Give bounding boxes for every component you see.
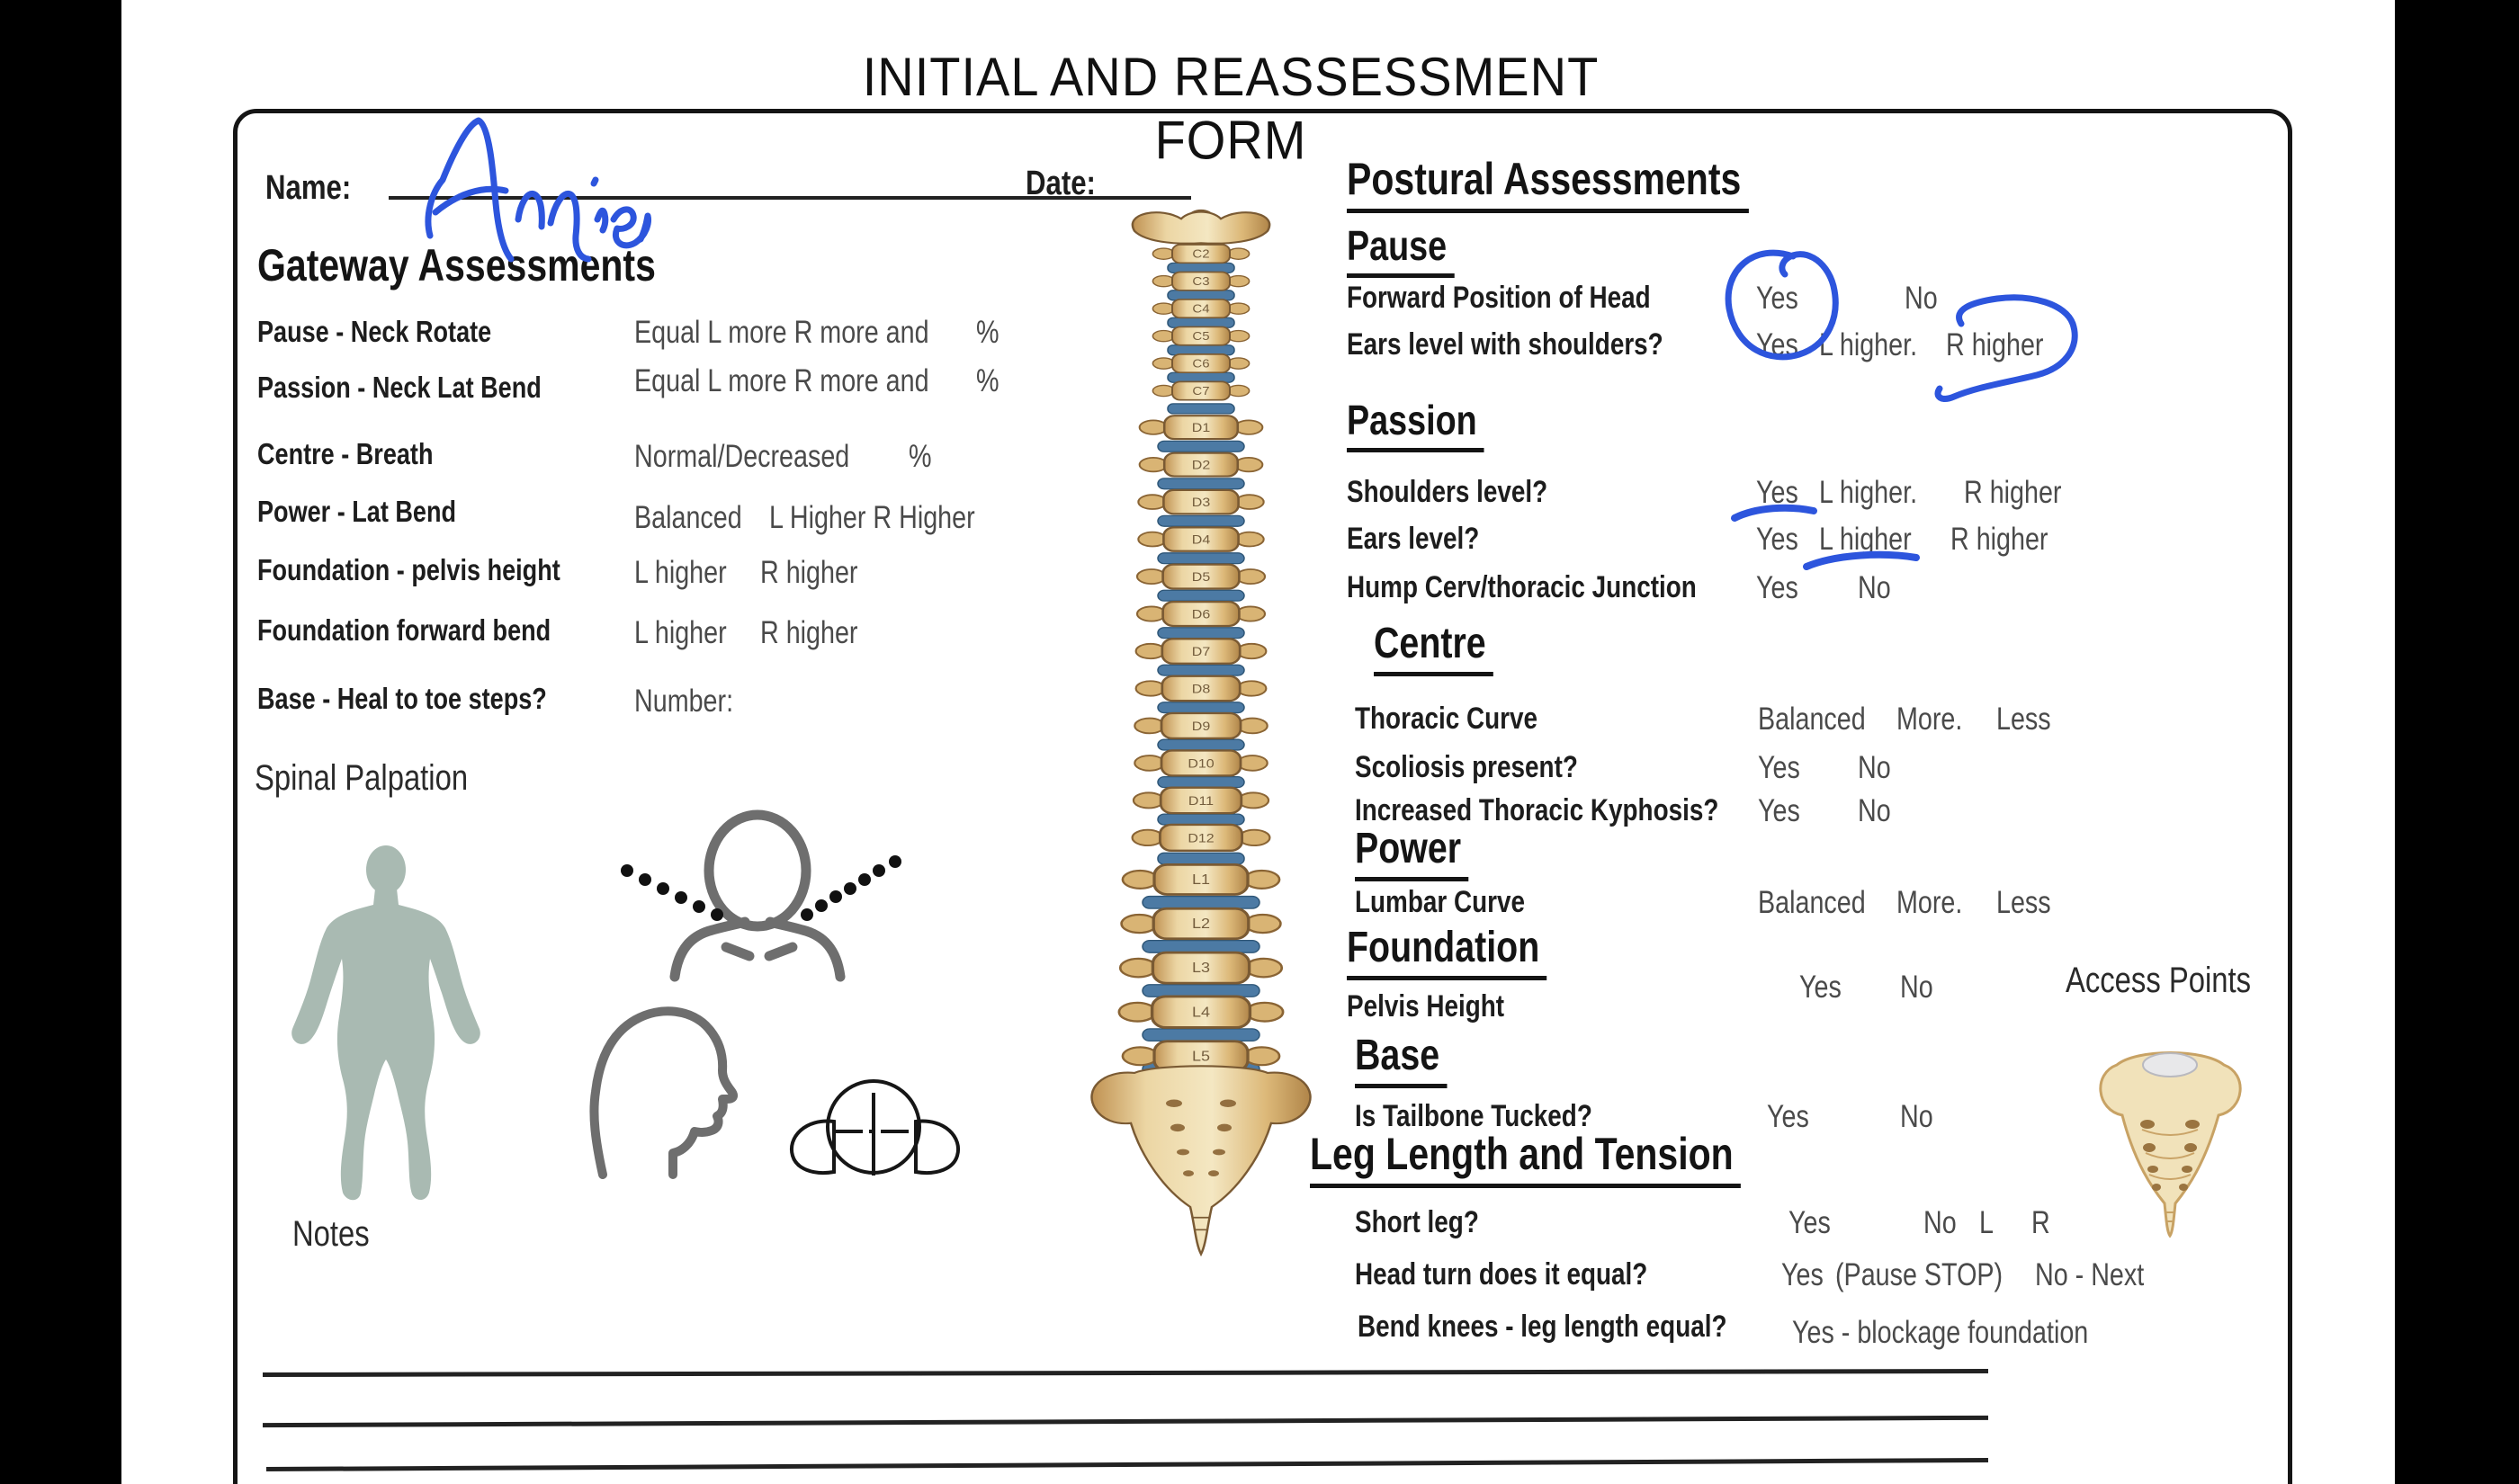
- svg-text:L4: L4: [1191, 1004, 1211, 1020]
- svg-text:D8: D8: [1191, 683, 1211, 697]
- gateway-row-label: Base - Heal to toe steps?: [257, 682, 547, 715]
- option-yes[interactable]: Yes: [1758, 793, 1800, 828]
- section-heading-base: Base: [1355, 1031, 1447, 1088]
- handwriting-annie: [594, 180, 596, 183]
- gateway-heading: Gateway Assessments: [257, 240, 656, 291]
- option-yes[interactable]: Yes: [1781, 1257, 1824, 1292]
- gateway-option[interactable]: L higher: [634, 555, 727, 590]
- row-label: Ears level?: [1347, 522, 1480, 556]
- option-more[interactable]: More.: [1896, 702, 1963, 737]
- svg-text:D5: D5: [1191, 571, 1211, 585]
- svg-text:C2: C2: [1192, 246, 1210, 261]
- access-points-label: Access Points: [2066, 961, 2251, 1000]
- option-more[interactable]: More.: [1896, 885, 1963, 920]
- pen-underline-yes: [1735, 508, 1814, 518]
- option-yes[interactable]: Yes: [1767, 1099, 1809, 1134]
- row-label: Short leg?: [1355, 1205, 1479, 1239]
- gateway-option[interactable]: %: [909, 439, 932, 474]
- option-balanced[interactable]: Balanced: [1758, 702, 1866, 737]
- option-r[interactable]: R: [2031, 1205, 2050, 1240]
- gateway-option[interactable]: %: [976, 315, 1000, 350]
- option-no[interactable]: No: [1858, 570, 1891, 605]
- option-yes[interactable]: Yes: [1756, 281, 1798, 316]
- option-yes[interactable]: Yes: [1756, 327, 1798, 362]
- gateway-option[interactable]: Balanced: [634, 500, 742, 535]
- leg-length-heading: Leg Length and Tension: [1310, 1128, 1741, 1188]
- svg-text:D4: D4: [1191, 533, 1211, 548]
- row-label: Forward Position of Head: [1347, 281, 1651, 315]
- option-no[interactable]: No: [1923, 1205, 1957, 1240]
- svg-text:D10: D10: [1188, 757, 1215, 772]
- option-r-higher[interactable]: R higher: [1946, 327, 2044, 362]
- svg-text:D1: D1: [1191, 422, 1211, 435]
- option-l-higher[interactable]: L higher.: [1819, 327, 1918, 362]
- option-yes[interactable]: Yes: [1756, 522, 1798, 557]
- option-yes[interactable]: Yes: [1756, 570, 1798, 605]
- svg-text:C7: C7: [1192, 383, 1210, 398]
- gateway-option[interactable]: Number:: [634, 684, 734, 719]
- option-yes[interactable]: Yes: [1758, 750, 1800, 785]
- gateway-option[interactable]: L Higher R Higher: [769, 500, 975, 535]
- name-label: Name:: [265, 169, 352, 207]
- svg-text:D3: D3: [1191, 496, 1211, 510]
- svg-text:L1: L1: [1191, 872, 1211, 888]
- handwriting-annie: [551, 193, 588, 259]
- row-label: Is Tailbone Tucked?: [1355, 1099, 1592, 1133]
- svg-text:D11: D11: [1188, 795, 1215, 809]
- date-label: Date:: [1026, 165, 1096, 202]
- page-title: INITIAL AND REASSESSMENT FORM: [862, 46, 1600, 171]
- svg-text:D2: D2: [1191, 459, 1211, 473]
- gateway-row-label: Foundation - pelvis height: [257, 553, 560, 586]
- section-heading-foundation: Foundation: [1347, 923, 1546, 980]
- svg-text:L3: L3: [1191, 960, 1211, 976]
- option-no-next[interactable]: No - Next: [2035, 1257, 2145, 1292]
- gateway-row-label: Foundation forward bend: [257, 613, 551, 647]
- svg-text:L5: L5: [1191, 1048, 1211, 1065]
- option-yes-blockage[interactable]: Yes - blockage foundation: [1792, 1315, 2089, 1350]
- svg-text:C5: C5: [1192, 328, 1210, 343]
- option-no[interactable]: No: [1900, 1099, 1933, 1134]
- svg-text:C3: C3: [1192, 273, 1210, 288]
- gateway-option[interactable]: Equal L more R more and: [634, 363, 929, 398]
- row-label: Scoliosis present?: [1355, 750, 1578, 784]
- svg-text:D7: D7: [1191, 646, 1211, 659]
- section-heading-centre: Centre: [1374, 619, 1493, 676]
- gateway-option[interactable]: %: [976, 363, 1000, 398]
- svg-text:C6: C6: [1192, 356, 1210, 371]
- section-heading-power: Power: [1355, 824, 1468, 881]
- option-no[interactable]: No: [1858, 750, 1891, 785]
- gateway-option[interactable]: Normal/Decreased: [634, 439, 850, 474]
- gateway-option[interactable]: Equal L more R more and: [634, 315, 929, 350]
- gateway-row-label: Pause - Neck Rotate: [257, 315, 492, 348]
- row-label: Shoulders level?: [1347, 475, 1548, 509]
- row-label: Bend knees - leg length equal?: [1358, 1310, 1727, 1344]
- gateway-option[interactable]: L higher: [634, 615, 727, 650]
- svg-text:D6: D6: [1191, 608, 1211, 622]
- notes-label: Notes: [292, 1214, 370, 1254]
- svg-text:D12: D12: [1188, 832, 1215, 846]
- option-less[interactable]: Less: [1996, 885, 2051, 920]
- handwriting-annie: [597, 210, 605, 230]
- svg-text:D9: D9: [1191, 720, 1211, 734]
- option-yes[interactable]: Yes: [1788, 1205, 1831, 1240]
- option-no[interactable]: No: [1900, 970, 1933, 1005]
- svg-text:L2: L2: [1191, 916, 1211, 932]
- pen-underline-l-higher: [1806, 555, 1916, 567]
- row-label: Ears level with shoulders?: [1347, 327, 1663, 362]
- row-label: Increased Thoracic Kyphosis?: [1355, 793, 1719, 827]
- option-r-higher[interactable]: R higher: [1964, 475, 2062, 510]
- spinal-palpation-heading: Spinal Palpation: [255, 758, 469, 798]
- option-l-higher[interactable]: L higher: [1819, 522, 1912, 557]
- pen-circle-yes: [1728, 253, 1835, 357]
- svg-text:C4: C4: [1192, 301, 1210, 316]
- option-pause-stop[interactable]: (Pause STOP): [1835, 1257, 2004, 1292]
- option-no[interactable]: No: [1905, 281, 1938, 316]
- option-l-higher[interactable]: L higher.: [1819, 475, 1918, 510]
- postural-heading: Postural Assessments: [1347, 153, 1748, 213]
- gateway-option[interactable]: R higher: [760, 555, 858, 590]
- gateway-option[interactable]: R higher: [760, 615, 858, 650]
- row-label: Pelvis Height: [1347, 989, 1505, 1024]
- option-r-higher[interactable]: R higher: [1950, 522, 2048, 557]
- row-label: Thoracic Curve: [1355, 702, 1537, 736]
- gateway-row-label: Passion - Neck Lat Bend: [257, 371, 542, 404]
- option-l[interactable]: L: [1979, 1205, 1994, 1240]
- handwriting-annie: [518, 193, 542, 227]
- row-label: Hump Cerv/thoracic Junction: [1347, 570, 1697, 604]
- pen-circle-r-higher: [1938, 298, 2075, 399]
- gateway-row-label: Power - Lat Bend: [257, 495, 457, 528]
- gateway-row-label: Centre - Breath: [257, 437, 434, 470]
- section-heading-passion: Passion: [1347, 396, 1484, 452]
- option-balanced[interactable]: Balanced: [1758, 885, 1866, 920]
- option-yes[interactable]: Yes: [1756, 475, 1798, 510]
- row-label: Lumbar Curve: [1355, 885, 1526, 919]
- handwriting-annie: [614, 210, 648, 246]
- row-label: Head turn does it equal?: [1355, 1257, 1648, 1292]
- option-yes[interactable]: Yes: [1799, 970, 1842, 1005]
- section-heading-pause: Pause: [1347, 221, 1454, 278]
- option-no[interactable]: No: [1858, 793, 1891, 828]
- option-less[interactable]: Less: [1996, 702, 2051, 737]
